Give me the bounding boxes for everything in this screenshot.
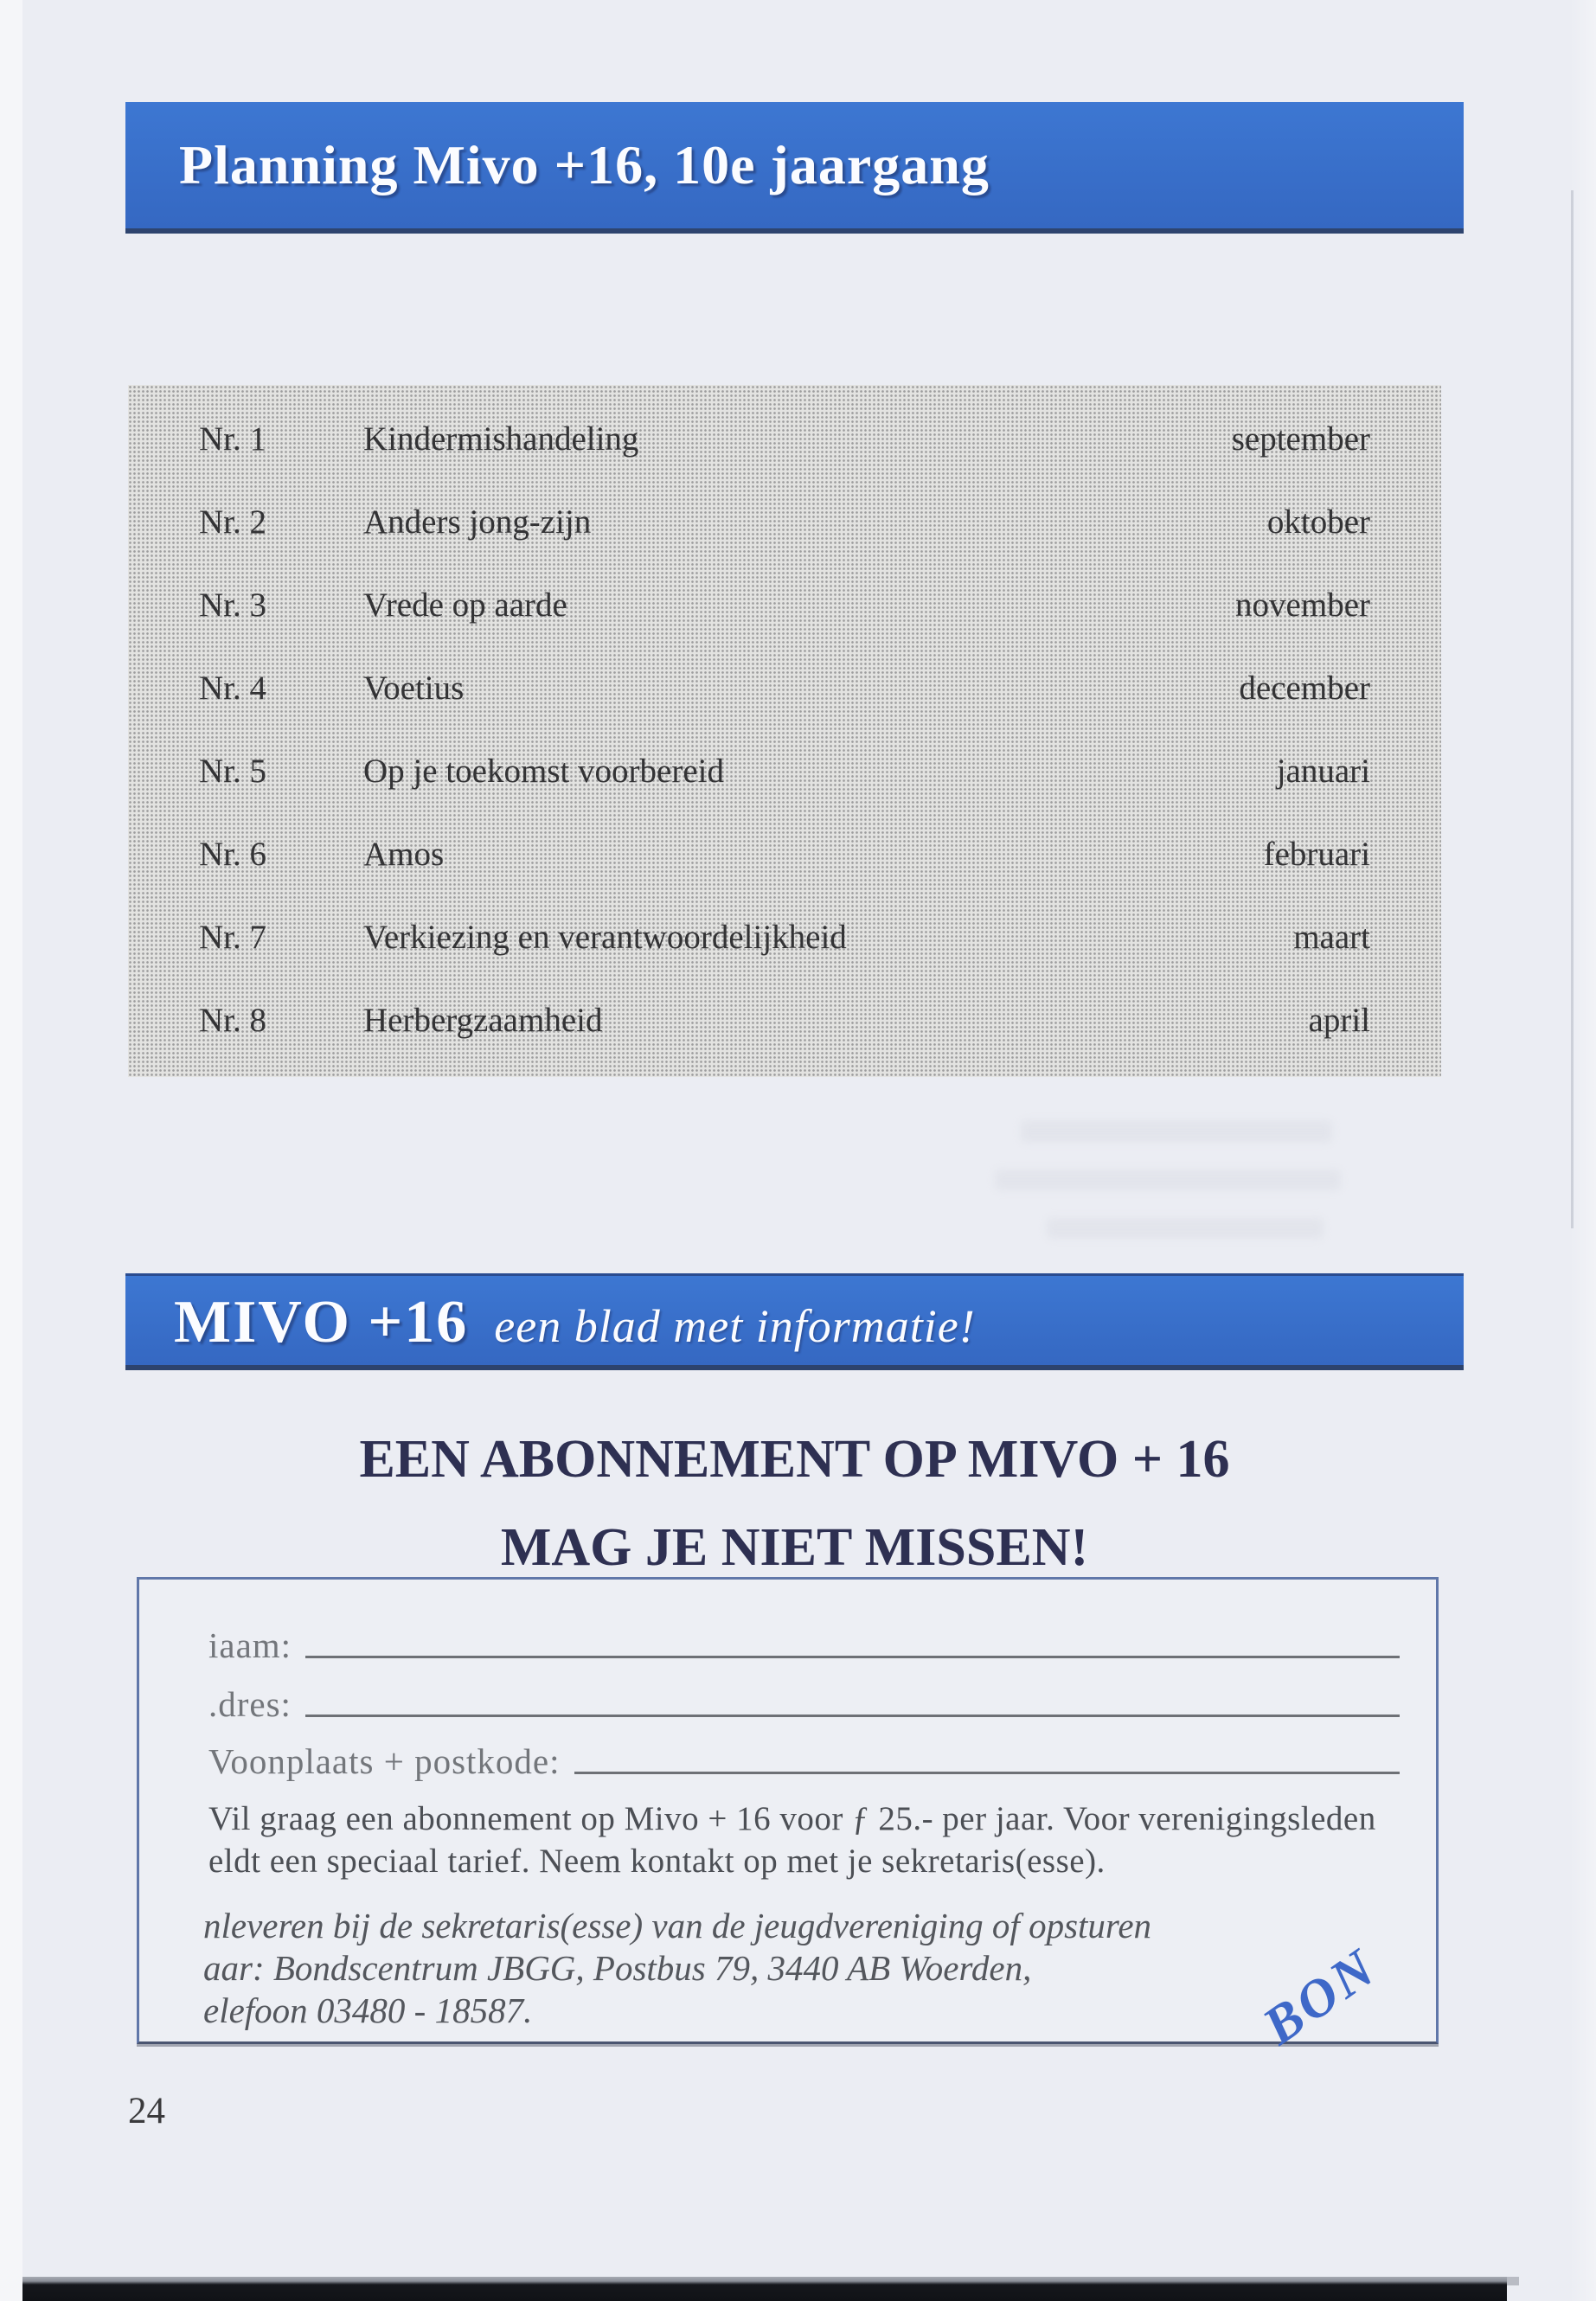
city-postcode-field-label: Voonplaats + postkode:: [208, 1741, 561, 1781]
promo-tagline: een blad met informatie!: [494, 1300, 976, 1352]
name-field: [208, 1625, 1403, 1666]
issue-month: maart: [1293, 918, 1370, 956]
issue-month: februari: [1263, 835, 1370, 873]
scan-page-fold-line: [1571, 190, 1574, 1228]
scan-bleed-artifact: [1047, 1218, 1324, 1239]
scan-right-edge: [1570, 0, 1596, 2301]
submission-instructions: [203, 1905, 1228, 2032]
city-postcode-writein-line: [574, 1771, 1400, 1774]
issue-title: Vrede op aarde: [363, 586, 567, 624]
issue-title: Verkiezing en verantwoordelijkheid: [363, 918, 847, 956]
subscription-coupon-box: [137, 1577, 1439, 2056]
issue-month: januari: [1276, 752, 1370, 790]
scan-left-edge: [0, 0, 22, 2301]
scan-bleed-artifact: [995, 1170, 1341, 1190]
issue-title: Op je toekomst voorbereid: [363, 752, 724, 790]
scan-bottom-edge: [22, 2277, 1507, 2301]
issue-number: Nr. 6: [199, 835, 266, 873]
issue-title: Anders jong-zijn: [363, 503, 592, 541]
submission-line2: aar: Bondscentrum JBGG, Postbus 79, 3440 AB Woerden,: [203, 1948, 1032, 1988]
name-field-label: iaam:: [208, 1625, 292, 1665]
bon-stamp: BON: [1253, 1937, 1388, 2056]
subscription-terms: [208, 1798, 1407, 1882]
issue-title: Kindermishandeling: [363, 420, 639, 458]
subscription-heading-line2: MAG JE NIET MISSEN!: [500, 1518, 1089, 1577]
issue-title: Herbergzaamheid: [363, 1001, 603, 1039]
planning-table: [128, 385, 1441, 1077]
table-row: [128, 835, 1441, 874]
issue-number: Nr. 5: [199, 752, 266, 790]
table-row: [128, 669, 1441, 708]
issue-number: Nr. 4: [199, 669, 266, 707]
table-row: [128, 503, 1441, 542]
table-row: [128, 752, 1441, 791]
name-field-writein-line: [305, 1655, 1400, 1658]
address-field-label: .dres:: [208, 1684, 292, 1724]
subscription-heading-line1: EEN ABONNEMENT OP MIVO + 16: [359, 1430, 1230, 1489]
issue-number: Nr. 7: [199, 918, 266, 956]
address-field-writein-line: [305, 1714, 1400, 1717]
page-number: 24: [128, 2091, 165, 2131]
table-row: [128, 918, 1441, 957]
subscription-heading: [125, 1415, 1464, 1592]
issue-title: Amos: [363, 835, 445, 873]
issue-month: november: [1235, 586, 1370, 624]
issue-number: Nr. 3: [199, 586, 266, 624]
address-field: [208, 1683, 1403, 1725]
submission-line3: elefoon 03480 - 18587.: [203, 1990, 533, 2030]
table-row: [128, 586, 1441, 625]
issue-month: september: [1231, 420, 1370, 458]
issue-title: Voetius: [363, 669, 465, 707]
terms-line1: Vil graag een abonnement op Mivo + 16 voor ƒ 25.- per jaar. Voor verenigingsleden: [208, 1800, 1376, 1837]
terms-line2: eldt een speciaal tarief. Neem kontakt op met je sekretaris(esse).: [208, 1843, 1106, 1880]
issue-month: april: [1308, 1001, 1370, 1039]
scan-bleed-artifact: [1021, 1120, 1332, 1143]
issue-number: Nr. 1: [199, 420, 266, 458]
header-banner: [125, 102, 1464, 234]
submission-line1: nleveren bij de sekretaris(esse) van de jeugdvereniging of opsturen: [203, 1906, 1152, 1945]
city-postcode-field: [208, 1740, 1403, 1782]
promo-banner: [125, 1273, 1464, 1370]
issue-number: Nr. 8: [199, 1001, 266, 1039]
table-row: [128, 420, 1441, 458]
issue-month: december: [1239, 669, 1370, 707]
issue-month: oktober: [1266, 503, 1370, 541]
promo-brand: MIVO +16: [174, 1289, 469, 1356]
table-row: [128, 1001, 1441, 1040]
page-title: Planning Mivo +16, 10e jaargang: [179, 134, 990, 195]
issue-number: Nr. 2: [199, 503, 266, 541]
